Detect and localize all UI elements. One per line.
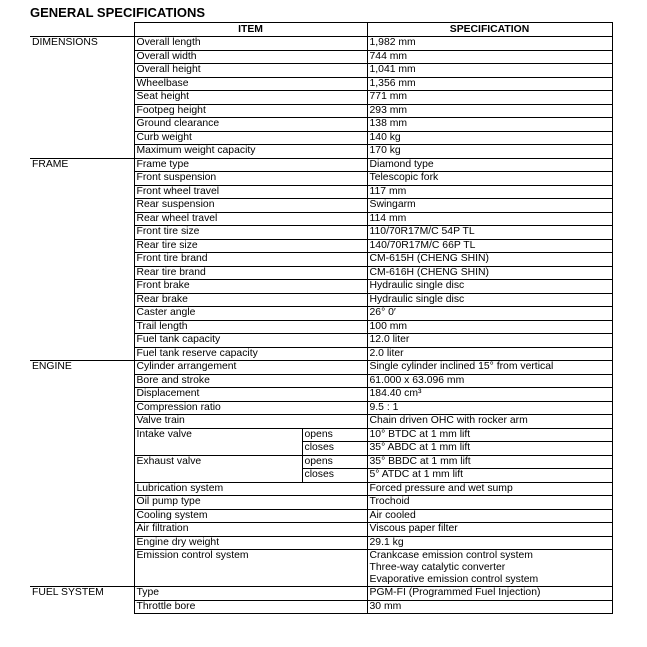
item-cell: Overall height [134, 64, 367, 78]
item-cell: Rear suspension [134, 199, 367, 213]
specification-header: SPECIFICATION [367, 23, 612, 37]
item-cell: Front tire size [134, 226, 367, 240]
item-cell: Engine dry weight [134, 536, 367, 550]
item-cell: Rear brake [134, 293, 367, 307]
item-cell: Air filtration [134, 523, 367, 537]
item-cell: Front wheel travel [134, 185, 367, 199]
spec-cell: 1,982 mm [367, 37, 612, 51]
spec-cell: 10° BTDC at 1 mm lift [367, 428, 612, 442]
item-cell: Valve train [134, 415, 367, 429]
item-cell: Rear wheel travel [134, 212, 367, 226]
spec-table [30, 22, 613, 614]
item-cell: Front suspension [134, 172, 367, 186]
spec-cell: 100 mm [367, 320, 612, 334]
spec-cell: 9.5 : 1 [367, 401, 612, 415]
item-cell: Rear tire size [134, 239, 367, 253]
spec-cell: Single cylinder inclined 15° from vertical [367, 361, 612, 375]
spec-cell: 771 mm [367, 91, 612, 105]
spec-cell: 61.000 x 63.096 mm [367, 374, 612, 388]
spec-cell: 293 mm [367, 104, 612, 118]
table-row [30, 37, 612, 51]
item-cell: Intake valve [134, 428, 302, 455]
category-cell: FRAME [30, 158, 134, 361]
spec-cell: Swingarm [367, 199, 612, 213]
table-row [30, 587, 612, 601]
item-cell: Exhaust valve [134, 455, 302, 482]
item-cell: Emission control system [134, 550, 367, 587]
spec-cell: Viscous paper filter [367, 523, 612, 537]
category-cell: FUEL SYSTEM [30, 587, 134, 614]
page-title: GENERAL SPECIFICATIONS [30, 5, 206, 20]
spec-cell: Chain driven OHC with rocker arm [367, 415, 612, 429]
category-cell: DIMENSIONS [30, 37, 134, 159]
item-cell: Front brake [134, 280, 367, 294]
item-cell: Type [134, 587, 367, 601]
spec-body [30, 37, 612, 614]
spec-cell: CM-616H (CHENG SHIN) [367, 266, 612, 280]
item-cell: Oil pump type [134, 496, 367, 510]
qualifier-cell: closes [302, 442, 367, 456]
item-cell: Footpeg height [134, 104, 367, 118]
item-cell: Cooling system [134, 509, 367, 523]
spec-cell: 117 mm [367, 185, 612, 199]
item-cell: Maximum weight capacity [134, 145, 367, 159]
spec-cell: 140 kg [367, 131, 612, 145]
spec-cell: 140/70R17M/C 66P TL [367, 239, 612, 253]
item-cell: Fuel tank capacity [134, 334, 367, 348]
spec-line: Evaporative emission control system [369, 574, 539, 585]
category-header [30, 23, 134, 37]
spec-cell: 1,041 mm [367, 64, 612, 78]
spec-cell: 1,356 mm [367, 77, 612, 91]
item-cell: Bore and stroke [134, 374, 367, 388]
spec-cell: PGM-FI (Programmed Fuel Injection) [367, 587, 612, 601]
qualifier-cell: closes [302, 469, 367, 483]
item-cell: Rear tire brand [134, 266, 367, 280]
spec-cell: Trochoid [367, 496, 612, 510]
item-cell: Fuel tank reserve capacity [134, 347, 367, 361]
item-cell: Wheelbase [134, 77, 367, 91]
item-cell: Lubrication system [134, 482, 367, 496]
spec-cell: 2.0 liter [367, 347, 612, 361]
spec-cell: 35° ABDC at 1 mm lift [367, 442, 612, 456]
item-cell: Frame type [134, 158, 367, 172]
table-row [30, 158, 612, 172]
item-cell: Throttle bore [134, 600, 367, 614]
spec-cell: Forced pressure and wet sump [367, 482, 612, 496]
spec-cell: 12.0 liter [367, 334, 612, 348]
spec-cell: CM-615H (CHENG SHIN) [367, 253, 612, 267]
spec-cell: 114 mm [367, 212, 612, 226]
table-header-row [30, 23, 612, 37]
item-cell: Ground clearance [134, 118, 367, 132]
spec-cell: Diamond type [367, 158, 612, 172]
spec-cell: 29.1 kg [367, 536, 612, 550]
item-cell: Displacement [134, 388, 367, 402]
item-cell: Caster angle [134, 307, 367, 321]
spec-cell: Air cooled [367, 509, 612, 523]
spec-cell: Hydraulic single disc [367, 280, 612, 294]
qualifier-cell: opens [302, 428, 367, 442]
spec-line: Three-way catalytic converter [369, 562, 506, 573]
item-header: ITEM [134, 23, 367, 37]
item-cell: Overall width [134, 50, 367, 64]
item-cell: Cylinder arrangement [134, 361, 367, 375]
item-cell: Seat height [134, 91, 367, 105]
item-cell: Front tire brand [134, 253, 367, 267]
spec-line: Crankcase emission control system [369, 550, 533, 561]
spec-cell: Hydraulic single disc [367, 293, 612, 307]
spec-cell: 5° ATDC at 1 mm lift [367, 469, 612, 483]
qualifier-cell: opens [302, 455, 367, 469]
spec-cell: 110/70R17M/C 54P TL [367, 226, 612, 240]
spec-cell: 35° BBDC at 1 mm lift [367, 455, 612, 469]
item-cell: Compression ratio [134, 401, 367, 415]
category-cell: ENGINE [30, 361, 134, 587]
spec-cell [367, 550, 612, 587]
item-cell: Overall length [134, 37, 367, 51]
item-cell: Curb weight [134, 131, 367, 145]
spec-cell: 184.40 cm³ [367, 388, 612, 402]
spec-cell: 30 mm [367, 600, 612, 614]
spec-cell: 138 mm [367, 118, 612, 132]
item-cell: Trail length [134, 320, 367, 334]
spec-cell: Telescopic fork [367, 172, 612, 186]
spec-cell: 26° 0′ [367, 307, 612, 321]
table-row [30, 361, 612, 375]
spec-cell: 744 mm [367, 50, 612, 64]
spec-cell: 170 kg [367, 145, 612, 159]
